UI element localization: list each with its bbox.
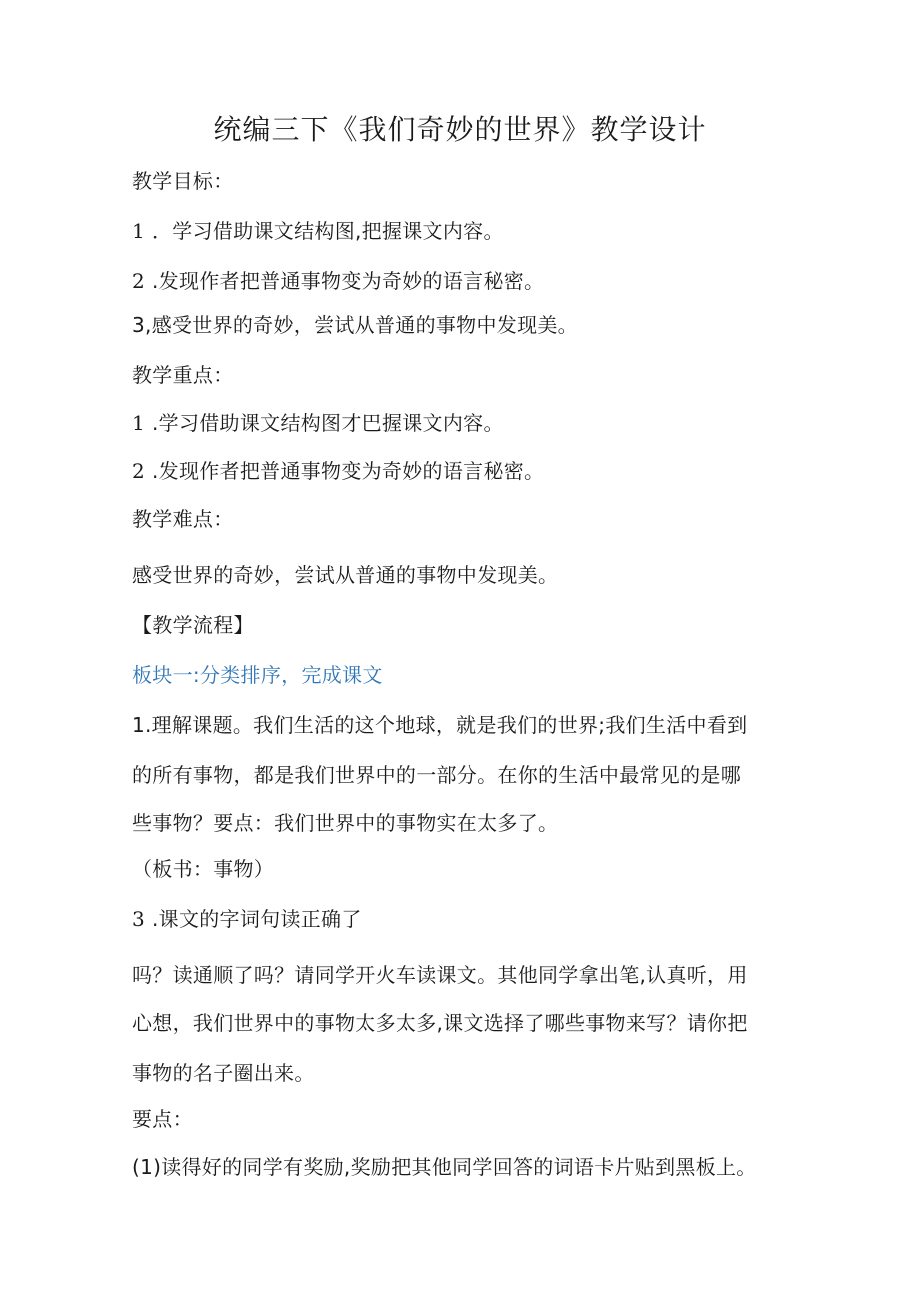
objective-item xyxy=(132,312,578,338)
paragraph-line: 心想，我们世界中的事物太多太多,课文选择了哪些事物来写？请你把 xyxy=(132,1011,748,1035)
paragraph-line: 1.理解课题。我们生活的这个地球，就是我们的世界;我们生活中看到 xyxy=(132,713,748,737)
objective-number: 1 xyxy=(132,219,146,243)
numbered-point xyxy=(132,1154,757,1180)
item-text: .课文的字词句读正确了 xyxy=(152,907,362,931)
objective-text: 感受世界的奇妙，尝试从普通的事物中发现美。 xyxy=(151,313,578,337)
key-point-item xyxy=(132,458,544,484)
paragraph-line: 的所有事物，都是我们世界中的一部分。在你的生活中最常见的是哪 xyxy=(132,763,741,787)
objective-text: ．学习借助课文结构图,把握课文内容。 xyxy=(152,219,504,243)
board-note: （板书：事物） xyxy=(132,857,275,881)
document-title: 统编三下《我们奇妙的世界》教学设计 xyxy=(213,113,707,146)
objective-item xyxy=(132,268,544,294)
objectives-heading: 教学目标： xyxy=(132,169,234,193)
key-points-heading: 教学重点： xyxy=(132,363,234,387)
objective-number: 2 xyxy=(132,269,146,293)
difficulty-text: 感受世界的奇妙，尝试从普通的事物中发现美。 xyxy=(132,563,559,587)
difficulty-heading: 教学难点： xyxy=(132,507,234,531)
block1-heading: 板块一:分类排序，完成课文 xyxy=(132,663,383,687)
key-point-text: .学习借助课文结构图才巴握课文内容。 xyxy=(152,411,504,435)
key-point-number: 1 xyxy=(132,411,146,435)
paragraph-line: 吗？读通顺了吗？请同学开火车读课文。其他同学拿出笔,认真听，用 xyxy=(132,963,748,987)
key-point-item xyxy=(132,410,504,436)
objective-number: 3, xyxy=(132,313,152,337)
process-heading: 【教学流程】 xyxy=(132,613,254,637)
key-point-number: 2 xyxy=(132,459,146,483)
item-number: 3 xyxy=(132,907,146,931)
point-number: (1) xyxy=(132,1155,162,1179)
paragraph-line: 些事物？要点：我们世界中的事物实在太多了。 xyxy=(132,811,559,835)
objective-text: .发现作者把普通事物变为奇妙的语言秘密。 xyxy=(152,269,545,293)
key-point-text: .发现作者把普通事物变为奇妙的语言秘密。 xyxy=(152,459,545,483)
point-text: 读得好的同学有奖励,奖励把其他同学回答的词语卡片贴到黑板上。 xyxy=(161,1155,757,1179)
paragraph-line: 事物的名子圈出来。 xyxy=(132,1061,315,1085)
objective-item xyxy=(132,218,504,244)
key-label: 要点： xyxy=(132,1107,193,1131)
numbered-item xyxy=(132,906,362,932)
